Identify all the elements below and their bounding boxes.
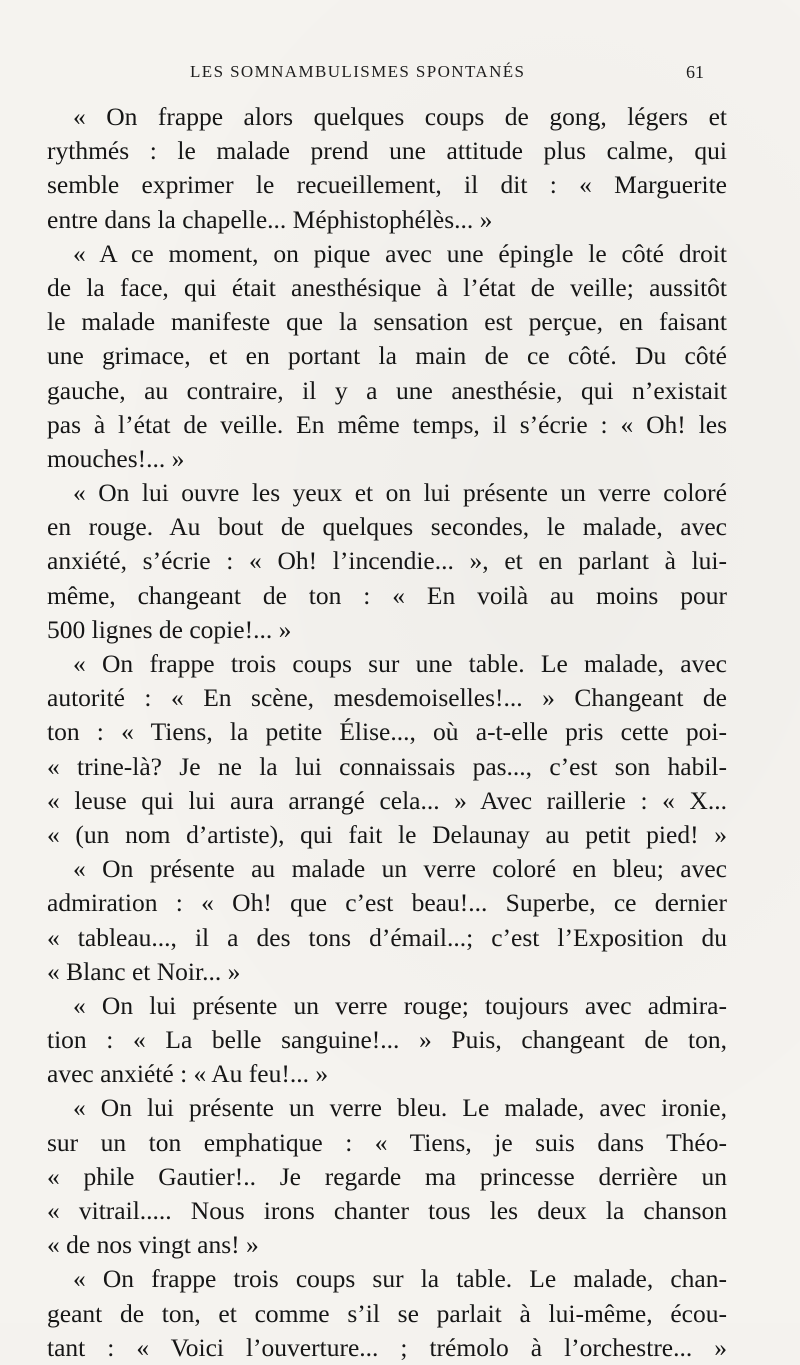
text-line: semble exprimer le recueillement, il dit : « Marguerite	[47, 170, 727, 200]
text-line: « A ce moment, on pique avec une épingle le côté droit	[73, 238, 727, 268]
text-line: « de nos vingt ans! »	[47, 1230, 259, 1260]
text-line: pas à l’état de veille. En même temps, il s’écrie : « Oh! les	[47, 409, 727, 439]
text-line: gauche, au contraire, il y a une anesthésie, qui n’existait	[47, 375, 727, 405]
text-line: rythmés : le malade prend une attitude plus calme, qui	[47, 136, 727, 166]
text-line: « On lui présente un verre rouge; toujours avec admira-	[73, 990, 727, 1020]
text-line: « tableau..., il a des tons d’émail...; c’est l’Exposition du	[47, 922, 727, 952]
text-line: 500 lignes de copie!... »	[47, 614, 292, 644]
paragraph	[47, 852, 727, 989]
paragraph	[47, 647, 727, 852]
text-line: tant : « Voici l’ouverture... ; trémolo à l’orchestre... »	[47, 1332, 727, 1362]
page-number: 61	[686, 62, 704, 82]
text-line: « leuse qui lui aura arrangé cela... » Avec raillerie : « X...	[47, 785, 727, 815]
text-line: ton : « Tiens, la petite Élise..., où a-t-elle pris cette poi-	[47, 717, 727, 747]
text-line: même, changeant de ton : « En voilà au moins pour	[47, 580, 727, 610]
text-line: entre dans la chapelle... Méphistophélès... »	[47, 204, 493, 234]
text-line: « On lui présente un verre bleu. Le malade, avec ironie,	[73, 1093, 727, 1123]
text-line: « On lui ouvre les yeux et on lui présente un verre coloré	[73, 478, 727, 508]
text-line: « Blanc et Noir... »	[47, 956, 241, 986]
paragraph	[47, 237, 727, 476]
text-line: autorité : « En scène, mesdemoiselles!... » Changeant de	[47, 683, 727, 713]
running-title: LES SOMNAMBULISMES SPONTANÉS	[190, 62, 526, 81]
text-line: mouches!... »	[47, 443, 185, 473]
text-line: « On présente au malade un verre coloré en bleu; avec	[73, 854, 727, 884]
text-line: « On frappe trois coups sur une table. Le malade, avec	[73, 649, 727, 678]
text-line: « phile Gautier!.. Je regarde ma princesse derrière un	[47, 1161, 727, 1191]
text-line: le malade manifeste que la sensation est perçue, en faisant	[47, 307, 727, 337]
text-line: « vitrail..... Nous irons chanter tous les deux la chanson	[47, 1196, 727, 1225]
text-line: anxiété, s’écrie : « Oh! l’incendie... », et en parlant à lui-	[47, 546, 727, 576]
text-line: avec anxiété : « Au feu!... »	[47, 1059, 329, 1089]
text-line: de la face, qui était anesthésique à l’état de veille; aussitôt	[47, 272, 727, 302]
body-text	[47, 100, 727, 1365]
paragraph	[47, 476, 727, 647]
text-line: tion : « La belle sanguine!... » Puis, changeant de ton,	[47, 1025, 727, 1055]
paragraph	[47, 1091, 727, 1262]
text-line: « (un nom d’artiste), qui fait le Delaunay au petit pied! »	[47, 819, 727, 849]
text-line: geant de ton, et comme s’il se parlait à lui-même, écou-	[47, 1298, 727, 1328]
paragraph	[47, 1262, 727, 1365]
running-header	[0, 62, 800, 88]
text-line: « trine-là? Je ne la lui connaissais pas..., c’est son habil-	[47, 751, 727, 781]
text-line: « On frappe trois coups sur la table. Le malade, chan-	[73, 1264, 727, 1294]
text-line: en rouge. Au bout de quelques secondes, le malade, avec	[47, 512, 727, 542]
text-line: une grimace, et en portant la main de ce côté. Du côté	[47, 341, 727, 371]
paragraph	[47, 100, 727, 237]
paragraph	[47, 989, 727, 1092]
text-line: admiration : « Oh! que c’est beau!... Superbe, ce dernier	[47, 888, 727, 918]
text-line: sur un ton emphatique : « Tiens, je suis dans Théo-	[47, 1127, 727, 1157]
text-line: « On frappe alors quelques coups de gong, légers et	[73, 102, 727, 131]
